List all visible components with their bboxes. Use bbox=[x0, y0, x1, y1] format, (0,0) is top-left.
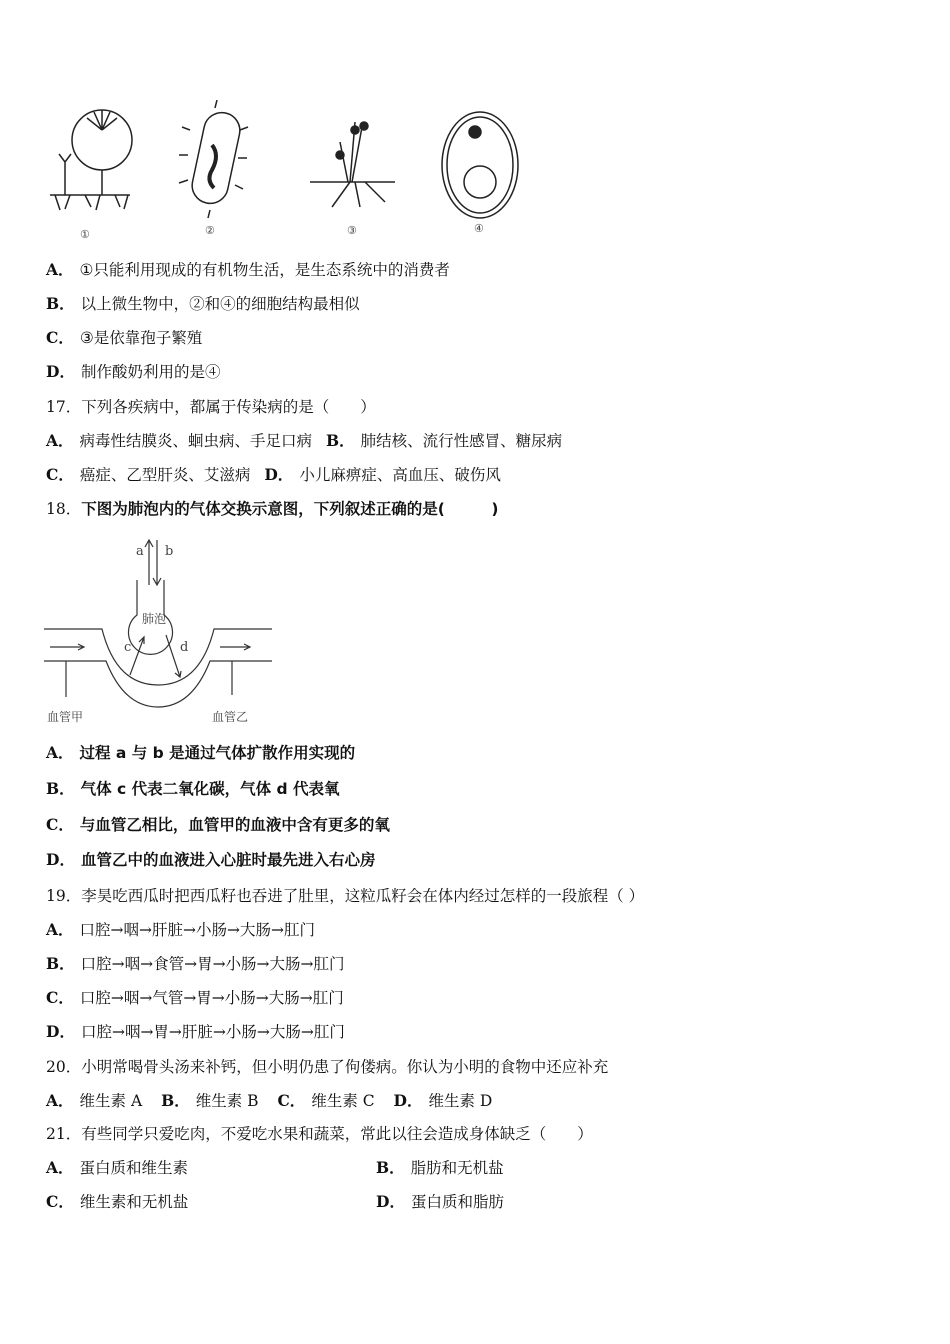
q18-stem bbox=[46, 499, 498, 519]
option-label: D． bbox=[46, 850, 75, 869]
option-text: 气体 c 代表二氧化碳，气体 d 代表氧 bbox=[80, 780, 340, 798]
option-text: ③是依靠孢子繁殖 bbox=[79, 329, 203, 347]
option-label: D． bbox=[46, 362, 75, 381]
q19-option-a bbox=[46, 920, 315, 940]
q17-options-ab bbox=[46, 431, 562, 451]
alveolus-gas-exchange-diagram bbox=[44, 535, 272, 730]
q20-stem: 20．小明常喝骨头汤来补钙，但小明仍患了佝偻病。你认为小明的食物中还应补充 bbox=[46, 1058, 609, 1076]
q21-option-a bbox=[46, 1158, 188, 1178]
option-label: D． bbox=[46, 1022, 75, 1041]
option-text: 肺结核、流行性感冒、糖尿病 bbox=[360, 432, 563, 450]
q21-stem: 21．有些同学只爱吃肉，不爱吃水果和蔬菜，常此以往会造成身体缺乏（ ） bbox=[46, 1125, 593, 1143]
option-label: B． bbox=[376, 1158, 405, 1177]
option-label: A． bbox=[46, 1091, 74, 1110]
figure-label-2: ② bbox=[205, 224, 215, 237]
figure-label-4: ④ bbox=[474, 222, 484, 235]
option-label: C． bbox=[46, 815, 74, 834]
q18-option-b bbox=[46, 779, 339, 799]
q16-option-c bbox=[46, 328, 202, 348]
option-text: 血管乙中的血液进入心脏时最先进入右心房 bbox=[80, 851, 376, 869]
option-label: C． bbox=[277, 1091, 306, 1110]
q19-option-c bbox=[46, 988, 344, 1008]
option-text: 过程 a 与 b 是通过气体扩散作用实现的 bbox=[79, 744, 356, 762]
option-text: 蛋白质和维生素 bbox=[79, 1159, 189, 1177]
option-text: 维生素和无机盐 bbox=[79, 1193, 189, 1211]
q20-options bbox=[46, 1091, 492, 1111]
option-label: B． bbox=[46, 294, 75, 313]
option-text: 口腔→咽→气管→胃→小肠→大肠→肛门 bbox=[79, 989, 344, 1007]
option-text: 维生素 A bbox=[79, 1092, 143, 1110]
option-text: 维生素 B bbox=[195, 1092, 259, 1110]
option-text: 维生素 C bbox=[311, 1092, 375, 1110]
option-text: 癌症、乙型肝炎、艾滋病 bbox=[79, 466, 251, 484]
q18-option-a bbox=[46, 743, 355, 763]
microorganism-figure bbox=[40, 100, 540, 240]
option-text: 口腔→咽→食管→胃→小肠→大肠→肛门 bbox=[80, 955, 345, 973]
penicillium-drawing bbox=[50, 110, 132, 210]
diagram-label-d: d bbox=[180, 640, 189, 655]
figure-label-3: ③ bbox=[347, 224, 357, 237]
q16-option-b bbox=[46, 294, 360, 314]
q21-option-c bbox=[46, 1192, 188, 1212]
option-text: 病毒性结膜炎、蛔虫病、手足口病 bbox=[79, 432, 313, 450]
option-label: A． bbox=[46, 1158, 74, 1177]
diagram-label-a: a bbox=[136, 544, 144, 559]
option-text: 蛋白质和脂肪 bbox=[410, 1193, 504, 1211]
option-text: ①只能利用现成的有机物生活，是生态系统中的消费者 bbox=[79, 261, 450, 279]
q19-option-d bbox=[46, 1022, 345, 1042]
option-label: B． bbox=[46, 954, 75, 973]
q21-option-b bbox=[376, 1158, 504, 1178]
option-label: A． bbox=[46, 743, 74, 762]
q16-option-a bbox=[46, 260, 450, 280]
option-text: 制作酸奶利用的是④ bbox=[80, 363, 221, 381]
option-label: D． bbox=[393, 1091, 423, 1110]
q19-option-b bbox=[46, 954, 345, 974]
diagram-label-vessel-left: 血管甲 bbox=[47, 710, 84, 724]
q16-option-d bbox=[46, 362, 220, 382]
q17-options-cd bbox=[46, 465, 501, 485]
diagram-label-c: c bbox=[124, 640, 132, 655]
option-label: C． bbox=[46, 988, 74, 1007]
mucor-drawing bbox=[310, 122, 395, 207]
diagram-label-alveolus: 肺泡 bbox=[142, 612, 167, 626]
option-label: B． bbox=[326, 431, 355, 450]
option-text: 以上微生物中，②和④的细胞结构最相似 bbox=[80, 295, 360, 313]
option-label: A． bbox=[46, 431, 74, 450]
yeast-drawing bbox=[442, 112, 518, 218]
figure-label-1: ① bbox=[80, 228, 90, 241]
option-label: A． bbox=[46, 260, 74, 279]
bacterium-drawing bbox=[179, 100, 248, 218]
option-label: C． bbox=[46, 465, 74, 484]
option-text: 维生素 D bbox=[428, 1092, 493, 1110]
q19-stem: 19．李昊吃西瓜时把西瓜籽也吞进了肚里，这粒瓜籽会在体内经过怎样的一段旅程（ ） bbox=[46, 887, 645, 905]
option-text: 脂肪和无机盐 bbox=[410, 1159, 504, 1177]
q18-option-d bbox=[46, 850, 375, 870]
option-label: B． bbox=[161, 1091, 190, 1110]
option-text: 小儿麻痹症、高血压、破伤风 bbox=[299, 466, 501, 484]
q17-stem: 17．下列各疾病中，都属于传染病的是（ ） bbox=[46, 398, 376, 416]
option-text: 口腔→咽→胃→肝脏→小肠→大肠→肛门 bbox=[80, 1023, 345, 1041]
option-text: 与血管乙相比，血管甲的血液中含有更多的氧 bbox=[79, 816, 390, 834]
diagram-label-b: b bbox=[165, 544, 174, 559]
option-label: D． bbox=[264, 465, 294, 484]
option-label: C． bbox=[46, 328, 74, 347]
option-label: B． bbox=[46, 779, 75, 798]
option-label: C． bbox=[46, 1192, 74, 1211]
q21-option-d bbox=[376, 1192, 504, 1212]
question-number: 18． bbox=[46, 500, 82, 518]
diagram-label-vessel-right: 血管乙 bbox=[212, 710, 249, 724]
option-text: 口腔→咽→肝脏→小肠→大肠→肛门 bbox=[79, 921, 315, 939]
question-text: 下图为肺泡内的气体交换示意图，下列叙述正确的是( ) bbox=[81, 500, 499, 518]
option-label: D． bbox=[376, 1192, 405, 1211]
option-label: A． bbox=[46, 920, 74, 939]
q18-option-c bbox=[46, 815, 390, 835]
